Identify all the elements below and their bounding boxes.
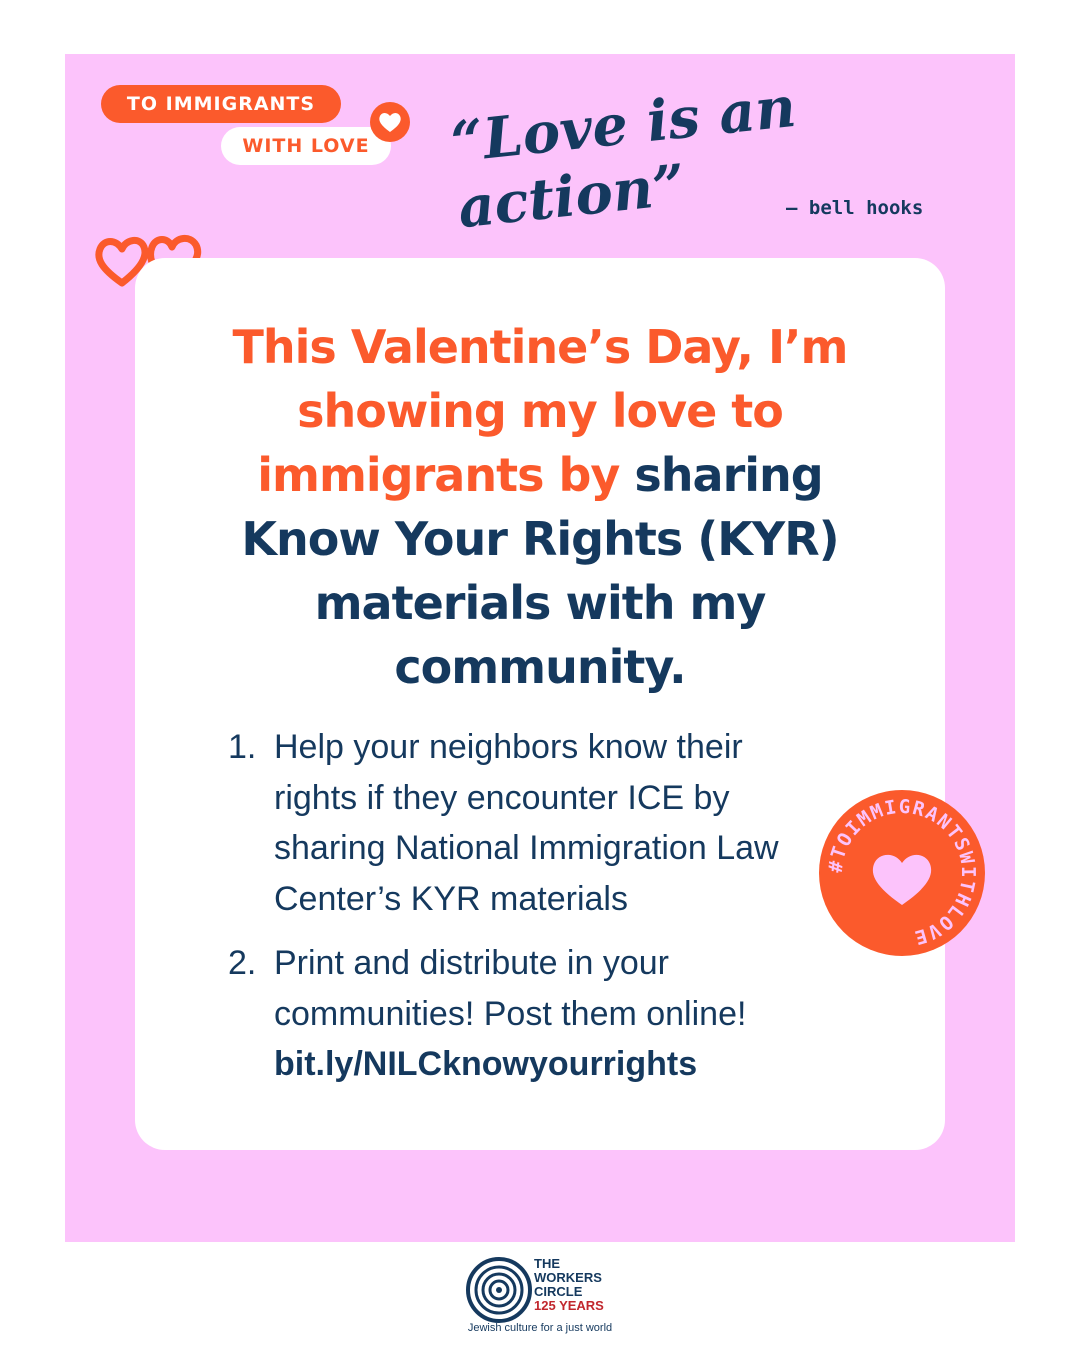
- step-number: 1.: [228, 728, 257, 766]
- workers-circle-logo-icon: [466, 1257, 532, 1323]
- quote-author: — bell hooks: [786, 197, 924, 219]
- headline: [185, 315, 895, 699]
- with-love-badge: WITH LOVE: [221, 127, 391, 165]
- kyr-link[interactable]: bit.ly/NILCknowyourrights: [274, 1045, 698, 1083]
- step-text: Print and distribute in your communities! Post them online!: [274, 944, 747, 1033]
- hashtag-sticker: [816, 787, 988, 959]
- list-item: [228, 722, 828, 924]
- org-name: THE WORKERS CIRCLE 125 YEARS: [534, 1256, 604, 1313]
- org-tagline: Jewish culture for a just world: [467, 1322, 613, 1334]
- to-immigrants-badge: TO IMMIGRANTS: [101, 85, 341, 123]
- steps-list: [228, 722, 828, 1104]
- headline-navy-text: sharing Know Your Rights (KYR) materials with my community.: [241, 448, 839, 694]
- step-number: 2.: [228, 944, 257, 982]
- step-text: Help your neighbors know their rights if they encounter ICE by sharing National Immigration Law Center’s KYR materials: [274, 728, 779, 918]
- headline-orange-text: This Valentine’s Day, I’m showing my love to immigrants by: [232, 320, 848, 502]
- list-item: [228, 938, 828, 1090]
- sticker-hashtag: #TOIMMIGRANTSWITHLOVE: [824, 795, 980, 949]
- anniversary-text: 125 YEARS: [534, 1298, 604, 1313]
- love-quote: “Love is an action”: [448, 73, 799, 242]
- heart-badge-icon: [368, 100, 412, 144]
